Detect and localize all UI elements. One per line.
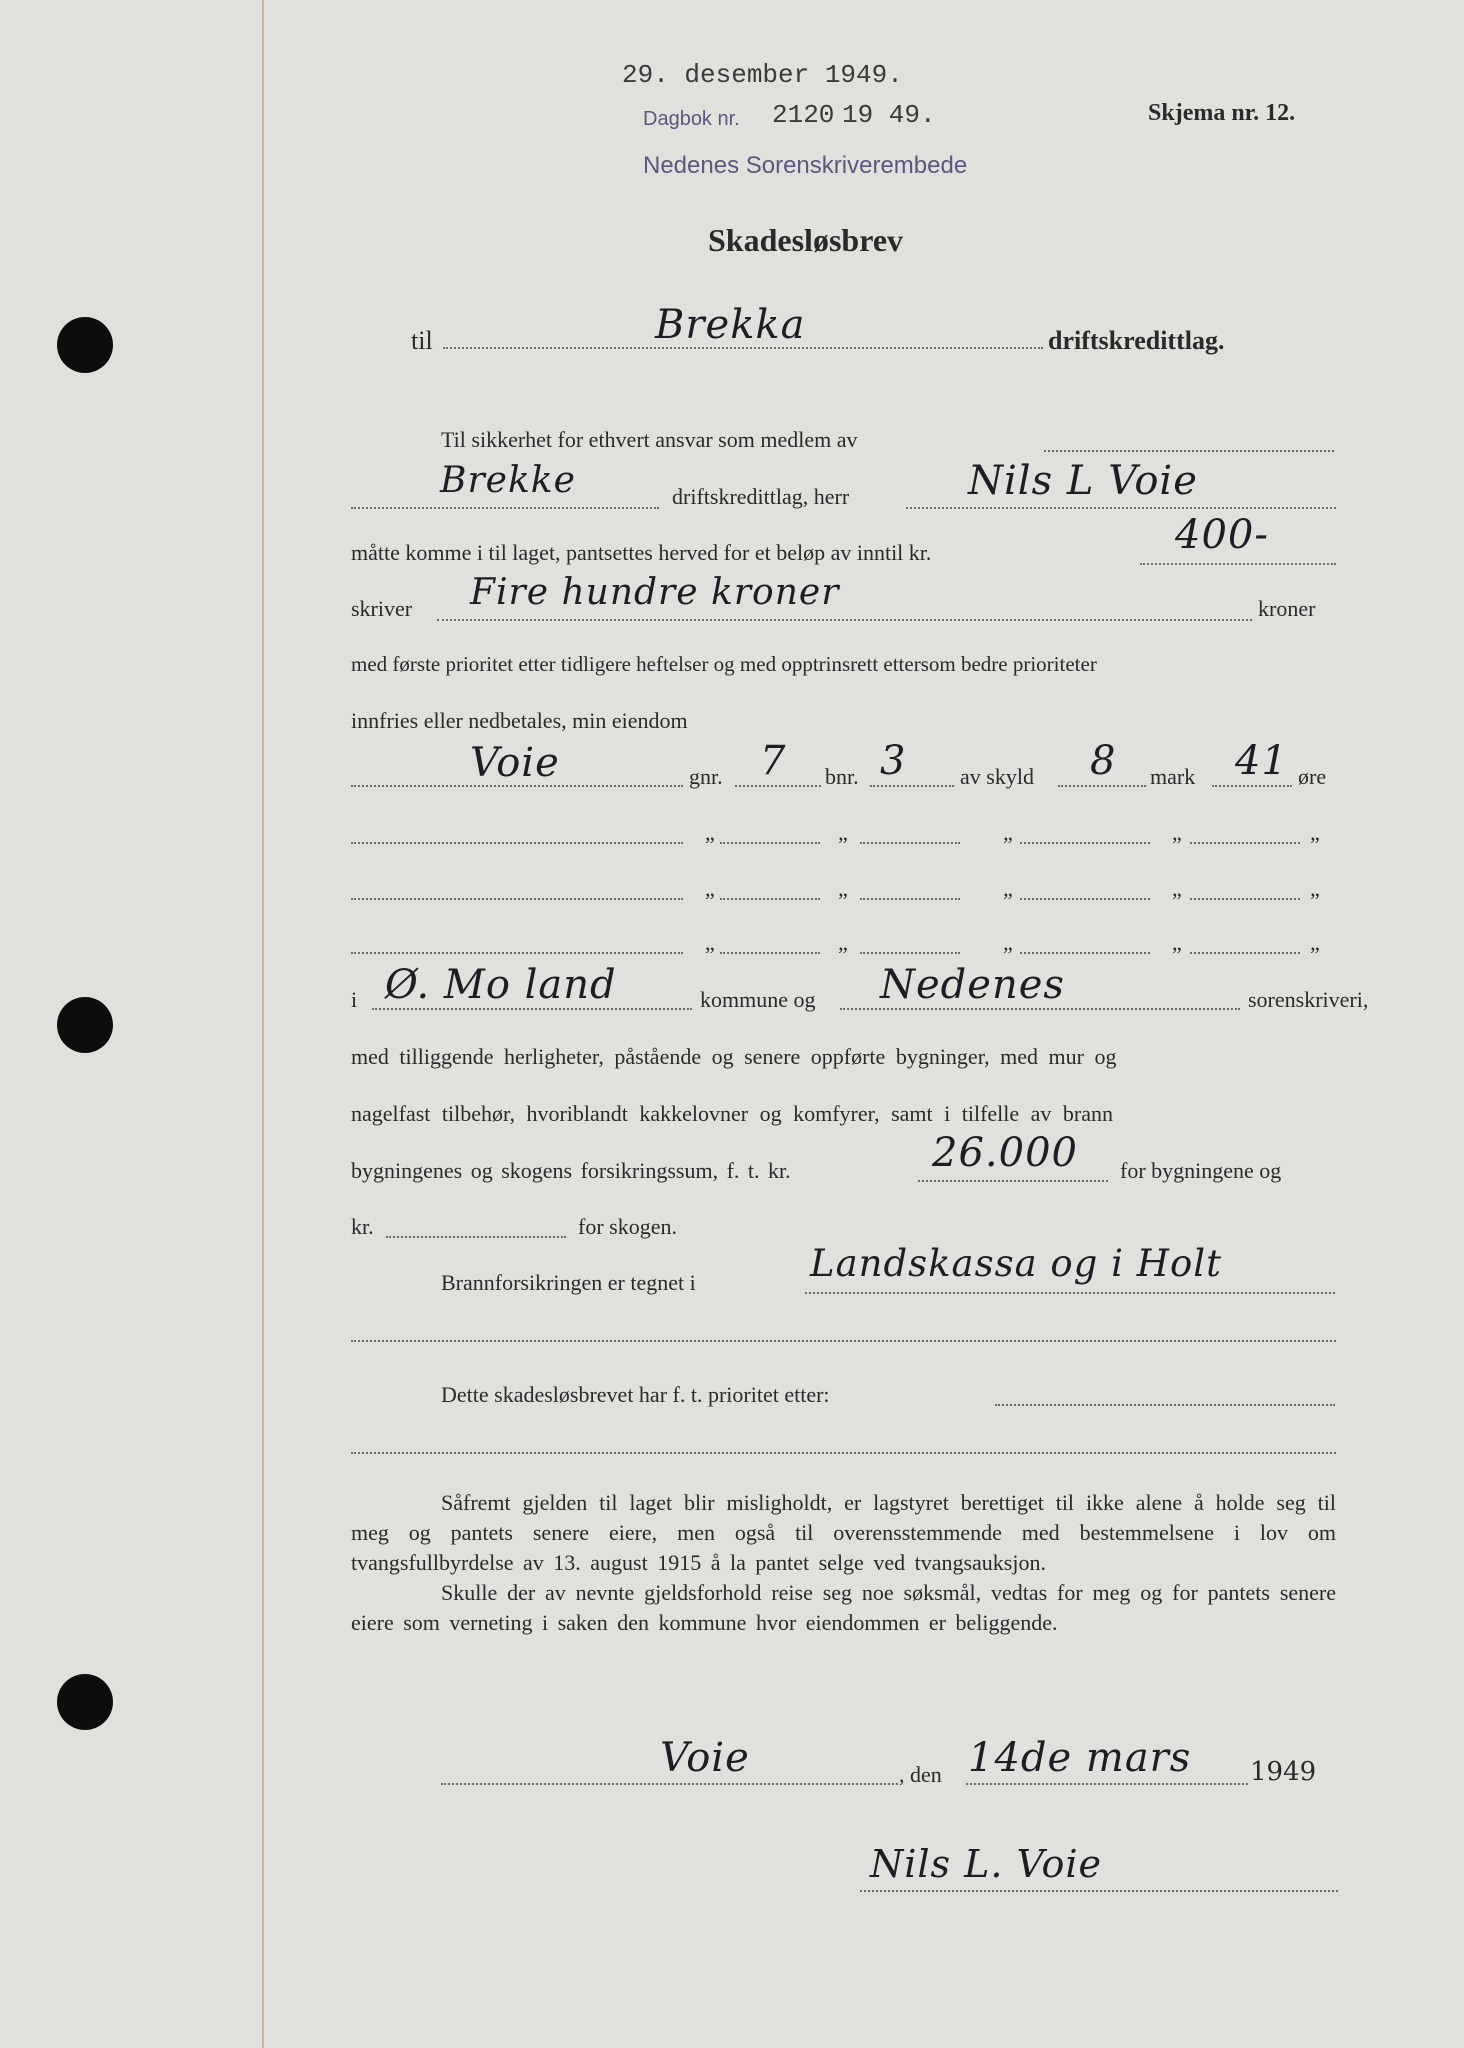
ditto-line [720, 898, 820, 900]
brann-value: Landskassa og i Holt [810, 1242, 1222, 1285]
ditto-line [351, 842, 683, 844]
legal-paragraph-2: Skulle der av nevnte gjeldsforhold reise seg noe søksmål, vedtas for meg og for pantets senere eiere som verneting i saken den kommune hvor eiendommen er beliggende. [351, 1580, 1336, 1635]
signing-date-line [966, 1783, 1248, 1785]
ditto-line [1190, 842, 1300, 844]
amount-words-line [437, 619, 1252, 621]
body-line2: nagelfast tilbehør, hvoriblandt kakkelovner og komfyrer, samt i tilfelle av brann [351, 1101, 1114, 1126]
ditto-mark: „ [1172, 930, 1182, 955]
ditto-mark: „ [705, 820, 715, 845]
bnr-line [870, 785, 954, 787]
ditto-line [860, 898, 960, 900]
ditto-mark: „ [705, 876, 715, 901]
bnr-value: 3 [880, 738, 907, 784]
ditto-mark: „ [838, 930, 848, 955]
gnr-value: 7 [760, 738, 787, 784]
prior-line [995, 1404, 1335, 1406]
ditto-line [351, 898, 683, 900]
office-stamp: Nedenes Sorenskriverembede [643, 152, 968, 179]
intro-line5: med første prioritet etter tidligere heftelser og med opptrinsrett ettersom bedre prioriteter [351, 652, 1097, 676]
recipient-prefix: til [411, 326, 433, 355]
kommune-label: kommune og [700, 987, 816, 1012]
skyld-line [1058, 785, 1146, 787]
skriver-label: skriver [351, 596, 413, 621]
dagbok-label: Dagbok nr. [643, 108, 740, 130]
registration-date: 29. desember 1949. [622, 60, 903, 90]
body-line4a: kr. [351, 1214, 374, 1239]
legal-text [351, 1488, 1336, 1638]
brann-line-2 [351, 1340, 1336, 1342]
intro-line3: måtte komme i til laget, pantsettes herved for et beløp av inntil kr. [351, 540, 932, 565]
ditto-mark: „ [705, 930, 715, 955]
sorenskriveri-value: Nedenes [880, 962, 1065, 1008]
body-line1: med tilliggende herligheter, påstående og senere oppførte bygninger, med mur og [351, 1044, 1117, 1069]
dagbok-year: 19 49. [842, 100, 936, 130]
kommune-value: Ø. Mo land [385, 962, 617, 1008]
member-name: Nils L Voie [968, 458, 1198, 504]
insurance-sum: 26.000 [932, 1130, 1078, 1176]
legal-paragraph-1: Såfremt gjelden til laget blir misligholdt, er lagstyret berettiget til ikke alene å holde seg til meg og pantets senere eiere, men også til overensstemmende med bestemmelsene i lov om tvangsfullbyrdelse av 13. august 1915 å la pantet selge ved tvangsauksjon. [351, 1490, 1336, 1575]
ditto-line [1020, 842, 1150, 844]
insurance-sum-line [918, 1180, 1108, 1182]
signature-line [860, 1890, 1338, 1892]
kommune-line [372, 1008, 692, 1010]
signing-place-line [441, 1783, 898, 1785]
ditto-mark: „ [1172, 820, 1182, 845]
location-i: i [351, 987, 358, 1012]
punch-hole-bottom [57, 1674, 113, 1730]
dagbok-number: 2120 [772, 100, 835, 130]
ditto-line [720, 952, 820, 954]
intro-line1: Til sikkerhet for ethvert ansvar som medlem av [441, 427, 858, 452]
ditto-mark: „ [838, 820, 848, 845]
lag-suffix: driftskredittlag, herr [672, 484, 850, 509]
ditto-mark: „ [1310, 930, 1320, 955]
signing-den: , den [899, 1762, 942, 1787]
lag-name: Brekke [440, 460, 576, 501]
ditto-mark: „ [1310, 876, 1320, 901]
lag-name-line [351, 507, 659, 509]
sorenskriveri-line [840, 1008, 1240, 1010]
ditto-line [1020, 898, 1150, 900]
kroner-label: kroner [1258, 596, 1316, 621]
ditto-line [1190, 898, 1300, 900]
mark-label: mark [1150, 764, 1196, 789]
forest-sum-line [386, 1236, 566, 1238]
skyld-value: 8 [1090, 738, 1117, 784]
sorenskriveri-label: sorenskriveri, [1248, 987, 1369, 1012]
signing-place: Voie [660, 1735, 750, 1781]
recipient-name: Brekka [655, 302, 806, 348]
ditto-mark: „ [1310, 820, 1320, 845]
body-line3a: bygningenes og skogens forsikringssum, f. t. kr. [351, 1158, 791, 1183]
form-number: Skjema nr. 12. [1148, 100, 1296, 126]
intro-line6: innfries eller nedbetales, min eiendom [351, 708, 688, 733]
body-line4b: for skogen. [578, 1214, 677, 1239]
ditto-mark: „ [1172, 876, 1182, 901]
red-margin-line [262, 0, 264, 2048]
prior-line-2 [351, 1452, 1336, 1454]
punch-hole-top [57, 317, 113, 373]
ditto-line [1190, 952, 1300, 954]
ore-label: øre [1298, 764, 1327, 789]
amount-value: 400- [1175, 512, 1269, 558]
member-line [906, 507, 1336, 509]
signing-date: 14de mars [968, 1735, 1192, 1781]
mark-value: 41 [1235, 738, 1288, 784]
ditto-line [860, 952, 960, 954]
signing-year: 1949 [1250, 1757, 1317, 1787]
gnr-label: gnr. [689, 764, 723, 789]
recipient-suffix: driftskredittlag. [1048, 326, 1225, 355]
intro-line1-blank [1044, 450, 1334, 452]
ditto-line [1020, 952, 1150, 954]
ditto-mark: „ [1003, 820, 1013, 845]
ditto-line [351, 952, 683, 954]
signature: Nils L. Voie [870, 1842, 1103, 1886]
ditto-line [720, 842, 820, 844]
prior-label: Dette skadesløsbrevet har f. t. prioritet etter: [441, 1382, 830, 1407]
punch-hole-middle [57, 997, 113, 1053]
amount-words: Fire hundre kroner [470, 572, 840, 613]
brann-line [805, 1292, 1335, 1294]
bnr-label: bnr. [825, 764, 859, 789]
mark-line [1212, 785, 1292, 787]
document-title: Skadesløsbrev [708, 222, 904, 258]
ditto-line [860, 842, 960, 844]
property-name: Voie [470, 740, 560, 786]
body-line3b: for bygningene og [1120, 1158, 1282, 1183]
ditto-mark: „ [1003, 930, 1013, 955]
skyld-label: av skyld [960, 764, 1034, 789]
amount-line [1140, 563, 1336, 565]
ditto-mark: „ [838, 876, 848, 901]
brann-label: Brannforsikringen er tegnet i [441, 1270, 696, 1295]
gnr-line [735, 785, 821, 787]
ditto-mark: „ [1003, 876, 1013, 901]
